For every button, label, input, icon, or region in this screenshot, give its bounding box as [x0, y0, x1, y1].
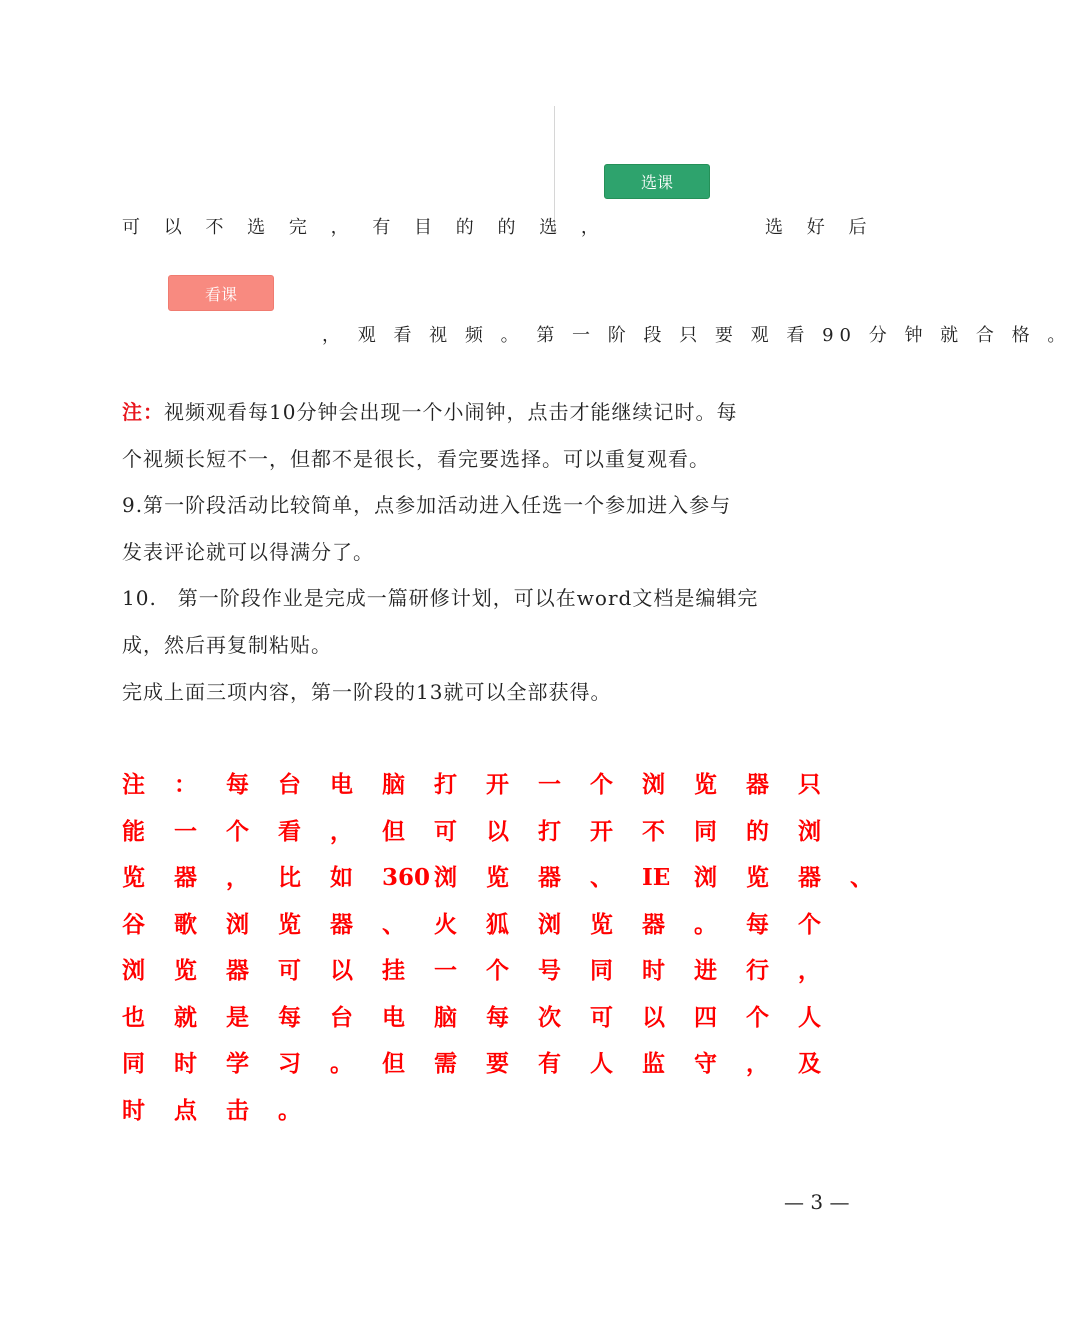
note2-char: 浏	[642, 771, 665, 798]
note2-char: 台	[278, 771, 301, 798]
note2-char: 同	[122, 1050, 145, 1077]
instruction-right-text: 选 好 后	[765, 217, 876, 238]
note2-char: 开	[590, 817, 613, 845]
page-number: — 3 —	[784, 1190, 850, 1214]
note2-char: 开	[486, 771, 509, 798]
note2-char: 四	[694, 1003, 717, 1031]
note2-char: 挂	[382, 957, 405, 984]
note2-char: 以	[642, 1003, 665, 1031]
note2-char: ：	[174, 771, 197, 798]
summary-line: 完成上面三项内容，第一阶段的13就可以全部获得。	[122, 680, 612, 704]
note2-char: 只	[798, 771, 821, 798]
instruction-second-line: ， 观 看 视 频 。 第 一 阶 段 只 要 观 看 90 分 钟 就 合 格 。	[322, 325, 1071, 346]
note2-char: 点	[174, 1096, 197, 1124]
note2-line	[122, 859, 902, 892]
note2-char: 一	[434, 957, 457, 984]
note2-char: 览	[278, 910, 301, 938]
note2-char: 每	[486, 1003, 509, 1031]
note2-char: 注	[122, 771, 145, 798]
select-course-button[interactable]: 选课	[604, 164, 710, 199]
note2-char: 进	[694, 957, 717, 984]
note2-char: 一	[538, 771, 561, 798]
note2-line	[122, 906, 850, 939]
note2-char: 器	[798, 864, 821, 891]
note2-char: 号	[538, 957, 561, 984]
note2-char: 可	[434, 817, 457, 845]
note2-char: 歌	[174, 910, 197, 938]
note2-char: 如	[330, 864, 353, 891]
note1-line2: 个视频长短不一，但都不是很长，看完要选择。可以重复观看。	[122, 447, 710, 471]
note2-char: ，	[746, 1050, 769, 1077]
note2-char: 谷	[122, 910, 145, 938]
note2-char: 。	[278, 1096, 301, 1124]
note2-char: 每	[278, 1003, 301, 1031]
note2-char: 学	[226, 1050, 249, 1077]
note2-line	[122, 952, 850, 985]
note2-char: 个	[226, 817, 249, 845]
note1-label: 注：	[122, 400, 164, 424]
note2-char: 、	[590, 864, 613, 891]
note2-char: 监	[642, 1050, 665, 1077]
note2-char: 打	[538, 817, 561, 845]
item10-line2: 成，然后再复制粘贴。	[122, 633, 332, 657]
note2-char: 个	[590, 771, 613, 798]
note2-char: 器	[642, 910, 665, 938]
note2-char: 以	[486, 817, 509, 845]
note2-char: 就	[174, 1003, 197, 1031]
note2-line	[122, 1045, 850, 1078]
note2-char: 、	[850, 864, 873, 891]
note2-char: 看	[278, 817, 301, 845]
note2-char: 器	[746, 771, 769, 798]
note2-line	[122, 1092, 330, 1125]
note2-char: 器	[538, 864, 561, 891]
note2-char: 同	[590, 957, 613, 984]
note2-char: 浏	[122, 957, 145, 984]
note2-char: 每	[746, 910, 769, 938]
note2-char: 览	[590, 910, 613, 938]
note2-char: 浏	[798, 817, 821, 845]
note2-char: 守	[694, 1050, 717, 1077]
note2-line	[122, 999, 850, 1032]
note2-char: 时	[642, 957, 665, 984]
note2-char: 有	[538, 1050, 561, 1077]
watch-course-button[interactable]: 看课	[168, 275, 274, 311]
note2-char: 比	[278, 864, 301, 891]
note2-char: 览	[174, 957, 197, 984]
note2-char: 浏	[434, 864, 457, 891]
note2-char: 击	[226, 1096, 249, 1124]
note2-char: 览	[694, 771, 717, 798]
note2-char: 、	[382, 910, 405, 938]
note2-char: 台	[330, 1003, 353, 1031]
note1-text1: 视频观看每10分钟会出现一个小闹钟，点击才能继续记时。每	[164, 400, 738, 424]
note2-char: 脑	[382, 771, 405, 798]
note2-char: 狐	[486, 910, 509, 938]
item9-line1: 9.第一阶段活动比较简单，点参加活动进入任选一个参加进入参与	[122, 493, 732, 517]
note2-char: 器	[226, 957, 249, 984]
note2-char: 每	[226, 771, 249, 798]
note2-char: 器	[330, 910, 353, 938]
note2-char: 火	[434, 910, 457, 938]
instruction-left-text: 可 以 不 选 完 ， 有 目 的 的 选 ，	[122, 217, 608, 238]
note2-char: 器	[174, 864, 197, 891]
note2-char: 。	[694, 910, 717, 938]
note2-line	[122, 813, 850, 846]
note2-char: 浏	[226, 910, 249, 938]
note2-char: 习	[278, 1050, 301, 1077]
note2-line	[122, 766, 850, 799]
note2-char: 也	[122, 1003, 145, 1031]
note2-char: 需	[434, 1050, 457, 1077]
note2-char: 时	[174, 1050, 197, 1077]
note2-char: 浏	[694, 864, 717, 891]
note2-char: 人	[590, 1050, 613, 1077]
note2-char: 电	[330, 771, 353, 798]
note2-char: 人	[798, 1003, 821, 1031]
note2-char: 个	[486, 957, 509, 984]
note2-char: 能	[122, 817, 145, 845]
note2-char: 览	[746, 864, 769, 891]
note2-char: ，	[798, 957, 821, 984]
note2-char: IE	[642, 864, 671, 891]
note2-char: 可	[278, 957, 301, 984]
note2-char: 以	[330, 957, 353, 984]
note2-char: ，	[330, 817, 353, 845]
note2-char: 但	[382, 817, 405, 845]
note2-char: 。	[330, 1050, 353, 1077]
note2-char: 同	[694, 817, 717, 845]
note2-char: 打	[434, 771, 457, 798]
item10-line1: 10. 第一阶段作业是完成一篇研修计划，可以在word文档是编辑完	[122, 586, 759, 610]
note2-char: 但	[382, 1050, 405, 1077]
note1-line1	[122, 396, 737, 425]
note2-char: 脑	[434, 1003, 457, 1031]
note2-char: 个	[798, 910, 821, 938]
note2-char: 览	[122, 864, 145, 891]
note2-char: 可	[590, 1003, 613, 1031]
note2-char: ，	[226, 864, 249, 891]
note2-char: 行	[746, 957, 769, 984]
note2-char: 不	[642, 817, 665, 845]
note2-char: 时	[122, 1096, 145, 1124]
note2-char: 360	[382, 864, 431, 891]
note2-char: 的	[746, 817, 769, 845]
note2-char: 个	[746, 1003, 769, 1031]
note2-char: 浏	[538, 910, 561, 938]
item9-line2: 发表评论就可以得满分了。	[122, 540, 374, 564]
note2-char: 次	[538, 1003, 561, 1031]
note2-char: 是	[226, 1003, 249, 1031]
note2-char: 要	[486, 1050, 509, 1077]
note2-char: 一	[174, 817, 197, 845]
note2-char: 电	[382, 1003, 405, 1031]
note2-char: 及	[798, 1050, 821, 1077]
note2-char: 览	[486, 864, 509, 891]
